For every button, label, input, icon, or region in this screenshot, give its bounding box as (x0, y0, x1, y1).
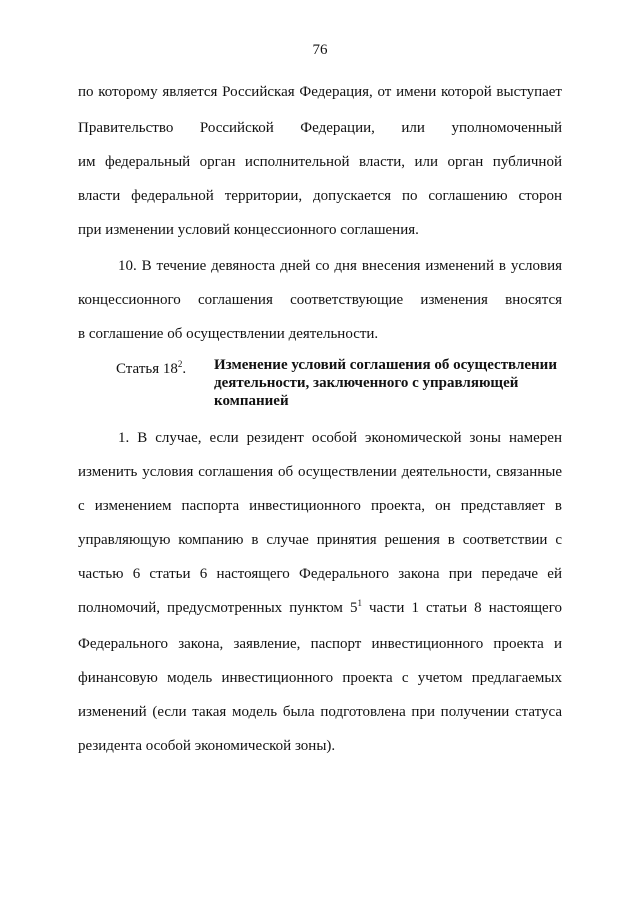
text-line: концессионного соглашения соответствующие изменения вносятся (78, 292, 562, 308)
text-line: 1. В случае, если резидент особой экономической зоны намерен (118, 430, 562, 446)
text-line: изменений (если такая модель была подготовлена при получении статуса (78, 704, 562, 720)
article-title-line: Изменение условий соглашения об осуществлении (214, 357, 557, 373)
text-line: частью 6 статьи 6 настоящего Федерального закона при передаче ей (78, 566, 562, 582)
article-title-line: деятельности, заключенного с управляющей (214, 375, 519, 391)
article-label (116, 354, 186, 379)
text-line: резидента особой экономической зоны). (78, 738, 336, 754)
page-number: 76 (312, 42, 328, 58)
article-label-superscript: 2 (177, 359, 183, 369)
text-line: управляющую компанию в случае принятия решения в соответствии с (78, 532, 562, 548)
text-line: финансовую модель инвестиционного проекта с учетом предлагаемых (78, 670, 562, 686)
article-label-text: Статья 18 (116, 361, 178, 377)
text-line: им федеральный орган исполнительной власти, или орган публичной (78, 154, 562, 170)
text-line (78, 598, 562, 618)
article-title-line: компанией (214, 393, 289, 409)
text-line: Правительство Российской Федерации, или уполномоченный (78, 120, 562, 136)
superscript: 1 (357, 598, 362, 608)
text-line: Федерального закона, заявление, паспорт инвестиционного проекта и (78, 636, 562, 652)
article-label-suffix: . (182, 361, 187, 377)
text-line: в соглашение об осуществлении деятельности. (78, 326, 379, 342)
text-segment: части 1 статьи 8 настоящего (361, 600, 562, 616)
text-line: 10. В течение девяноста дней со дня внесения изменений в условия (118, 258, 562, 274)
text-segment: полномочий, предусмотренных пунктом 5 (78, 600, 358, 616)
text-line: по которому является Российская Федерация, от имени которой выступает (78, 84, 562, 100)
text-line: с изменением паспорта инвестиционного проекта, он представляет в (78, 498, 562, 514)
text-line: при изменении условий концессионного соглашения. (78, 222, 419, 238)
text-line: власти федеральной территории, допускается по соглашению сторон (78, 188, 562, 204)
text-line: изменить условия соглашения об осуществлении деятельности, связанные (78, 464, 562, 480)
